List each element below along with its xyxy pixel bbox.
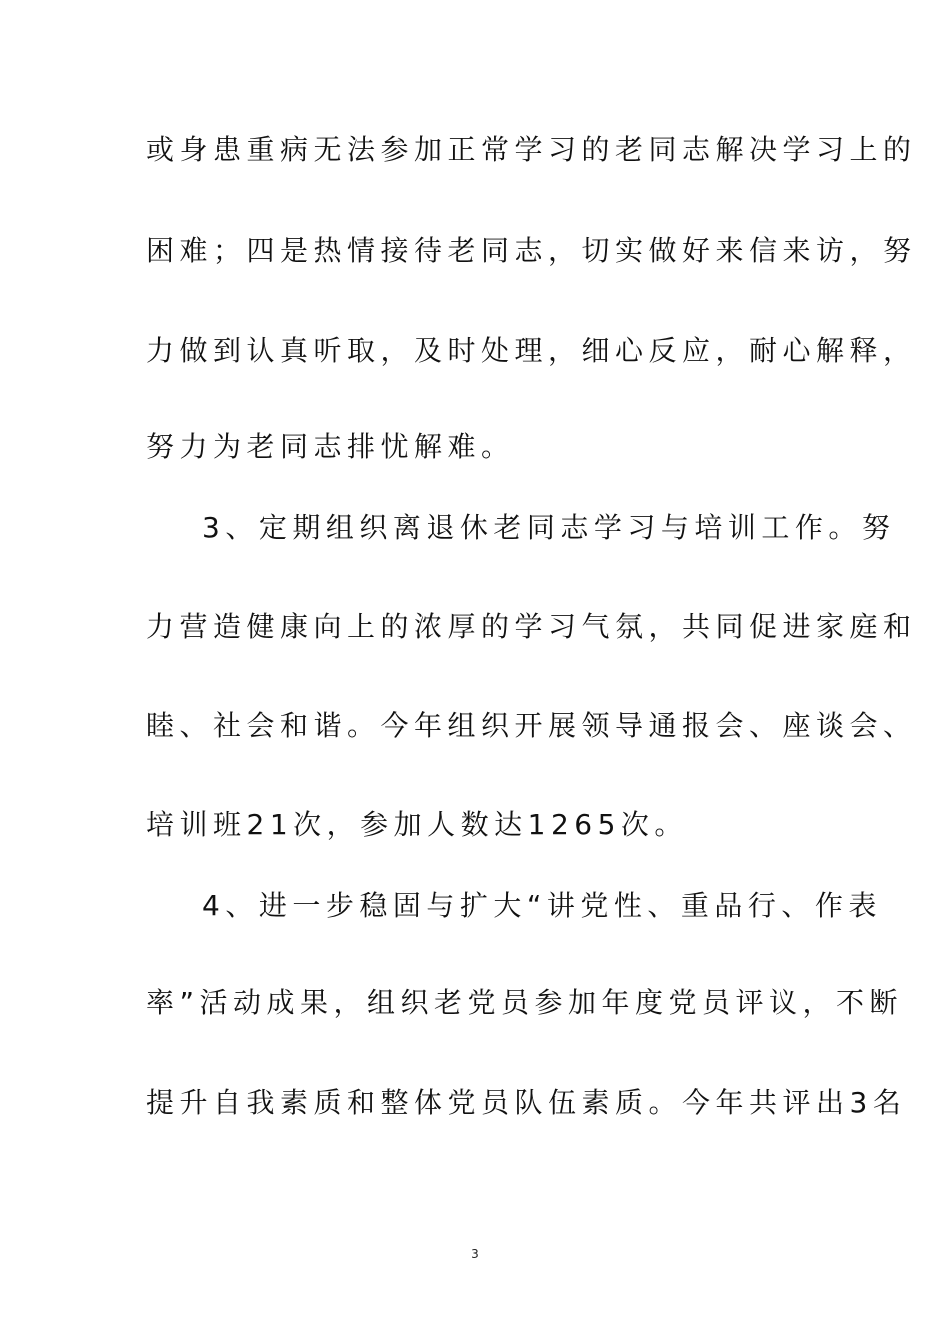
text-line-5: 3、定期组织离退休老同志学习与培训工作。努 (202, 511, 896, 544)
text-line-11: 提升自我素质和整体党员队伍素质。今年共评出3名 (146, 1086, 907, 1119)
text-line-7: 睦、社会和谐。今年组织开展领导通报会、座谈会、 (146, 709, 917, 742)
text-line-1: 或身患重病无法参加正常学习的老同志解决学习上的 (146, 133, 917, 166)
text-line-3: 力做到认真听取，及时处理，细心反应，耐心解释， (146, 334, 917, 367)
text-line-10: 率”活动成果，组织老党员参加年度党员评议，不断 (146, 986, 904, 1019)
text-line-8: 培训班21次，参加人数达1265次。 (146, 808, 688, 841)
text-line-9: 4、进一步稳固与扩大“讲党性、重品行、作表 (202, 889, 882, 922)
text-line-2: 困难；四是热情接待老同志，切实做好来信来访，努 (146, 234, 917, 267)
text-line-4: 努力为老同志排忧解难。 (146, 430, 515, 463)
page-number: 3 (471, 1247, 479, 1261)
text-line-6: 力营造健康向上的浓厚的学习气氛，共同促进家庭和 (146, 610, 917, 643)
